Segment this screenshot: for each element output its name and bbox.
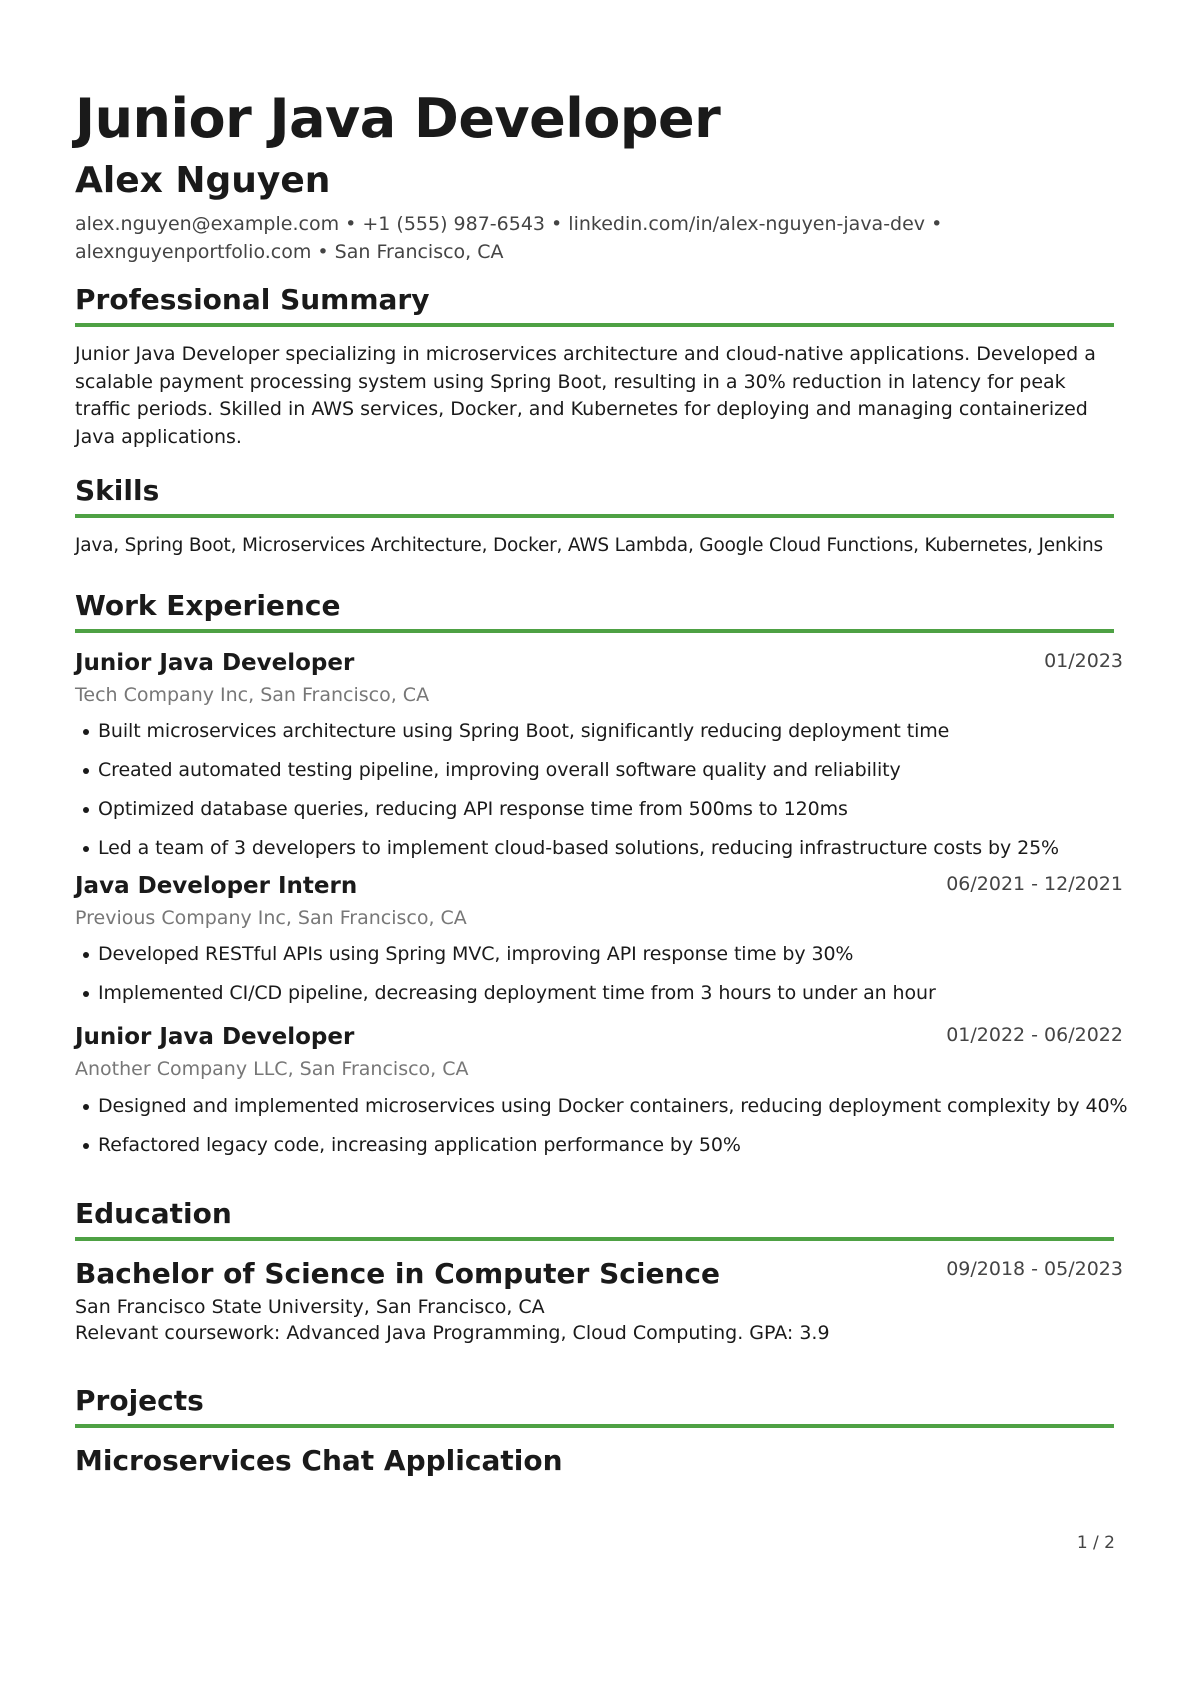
bullet-icon (83, 991, 89, 997)
list-item (74, 1132, 1113, 1171)
school-name: San Francisco State University, San Francisco, CA (75, 1296, 545, 1318)
education-date: 09/2018 - 05/2023 (946, 1258, 1123, 1280)
list-item (74, 1093, 1128, 1132)
section-divider (75, 323, 1114, 327)
list-item (74, 757, 1113, 796)
job-bullets (74, 718, 1113, 874)
resume-title: Junior Java Developer (75, 87, 721, 150)
job-company: Previous Company Inc, San Francisco, CA (75, 907, 467, 929)
job-bullets (74, 941, 1113, 1019)
section-divider (75, 1237, 1114, 1241)
job-title: Junior Java Developer (75, 1024, 355, 1050)
bullet-text: Led a team of 3 developers to implement cloud-based solutions, reducing infrastructure costs by 25% (98, 837, 1060, 859)
summary-text: Junior Java Developer specializing in microservices architecture and cloud-native applications. Developed a scalable payment processing system using Spring Boot, resulting in a 30% reduction in latency for peak traffic periods. Skilled in AWS services, Docker, and Kubernetes for deploying and managing containerized Java applications. (75, 343, 1096, 448)
job-date: 01/2022 - 06/2022 (946, 1024, 1123, 1046)
section-divider (75, 1424, 1114, 1428)
bullet-text: Built microservices architecture using Spring Boot, significantly reducing deployment time (98, 720, 950, 742)
projects-heading: Projects (75, 1384, 204, 1417)
bullet-text: Refactored legacy code, increasing application performance by 50% (98, 1134, 741, 1156)
bullet-text: Optimized database queries, reducing API response time from 500ms to 120ms (98, 798, 848, 820)
bullet-text: Created automated testing pipeline, improving overall software quality and reliability (98, 759, 901, 781)
list-item (74, 718, 1113, 757)
experience-heading: Work Experience (75, 589, 341, 622)
bullet-icon (83, 846, 89, 852)
candidate-name: Alex Nguyen (75, 160, 331, 201)
bullet-text: Developed RESTful APIs using Spring MVC, improving API response time by 30% (98, 943, 854, 965)
bullet-icon (83, 729, 89, 735)
job-company: Another Company LLC, San Francisco, CA (75, 1058, 469, 1080)
summary-heading: Professional Summary (75, 283, 430, 316)
bullet-text: Implemented CI/CD pipeline, decreasing deployment time from 3 hours to under an hour (98, 982, 936, 1004)
bullet-icon (83, 952, 89, 958)
bullet-icon (83, 1143, 89, 1149)
job-bullets (74, 1093, 1128, 1171)
bullet-icon (83, 768, 89, 774)
project-title: Microservices Chat Application (75, 1444, 563, 1477)
list-item (74, 796, 1113, 835)
education-heading: Education (75, 1197, 232, 1230)
bullet-icon (83, 1104, 89, 1110)
section-divider (75, 629, 1114, 633)
education-details: Relevant coursework: Advanced Java Programming, Cloud Computing. GPA: 3.9 (75, 1322, 830, 1344)
job-title: Java Developer Intern (75, 873, 358, 899)
job-company: Tech Company Inc, San Francisco, CA (75, 684, 430, 706)
list-item (74, 835, 1113, 874)
page-number: 1 / 2 (1076, 1533, 1115, 1553)
job-date: 06/2021 - 12/2021 (946, 873, 1123, 895)
degree-title: Bachelor of Science in Computer Science (75, 1257, 720, 1290)
contact-info (75, 210, 1114, 266)
job-date: 01/2023 (1044, 650, 1123, 672)
bullet-text: Designed and implemented microservices using Docker containers, reducing deployment complexity by 40% (98, 1095, 1128, 1117)
skills-list: Java, Spring Boot, Microservices Architecture, Docker, AWS Lambda, Google Cloud Functions, Kubernetes, Jenkins (75, 535, 1103, 556)
bullet-icon (83, 807, 89, 813)
list-item (74, 980, 1113, 1019)
list-item (74, 941, 1113, 980)
contact-line: alexnguyenportfolio.com • San Francisco, CA (75, 241, 504, 263)
job-title: Junior Java Developer (75, 650, 355, 676)
contact-line: alex.nguyen@example.com • +1 (555) 987-6543 • linkedin.com/in/alex-nguyen-java-dev • (75, 213, 943, 235)
skills-heading: Skills (75, 474, 160, 507)
section-divider (75, 514, 1114, 518)
